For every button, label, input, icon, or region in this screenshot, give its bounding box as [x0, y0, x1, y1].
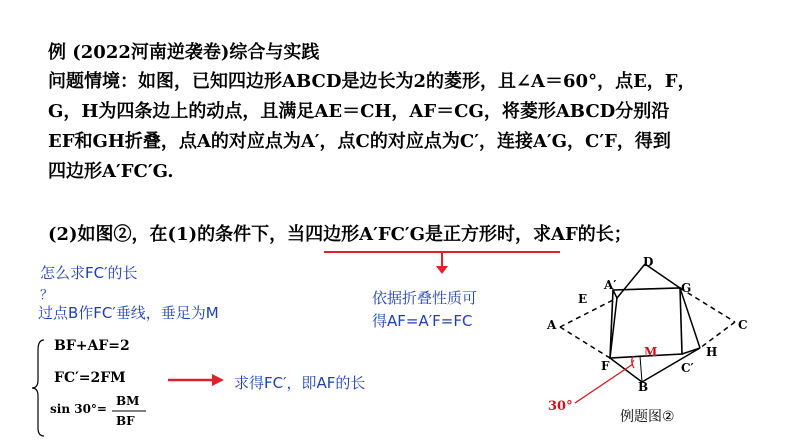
equation-3-denominator: BF — [116, 414, 135, 428]
fold-note-line-1: 依据折叠性质可 — [372, 289, 478, 307]
point-A1-label: A′ — [604, 278, 617, 292]
point-C-label: C — [738, 318, 748, 332]
side-AF-dashed — [560, 327, 610, 358]
equation-3-numerator: BM — [116, 394, 140, 408]
point-B-label: B — [638, 380, 649, 394]
side-DE — [617, 264, 645, 298]
point-E-label: E — [578, 292, 588, 306]
result-arrowhead — [212, 374, 224, 386]
hint-method: 过点B作FC′垂线，垂足为M — [38, 304, 219, 322]
geometry-figure — [530, 250, 794, 420]
equation-3-lhs: sin 30°= — [50, 402, 107, 416]
perpendicular-BM — [640, 356, 642, 382]
question-text: (2)如图②，在(1)的条件下，当四边形A′FC′G是正方形时，求AF的长； — [48, 224, 632, 245]
equation-1: BF+AF=2 — [54, 338, 130, 354]
fold-GH — [680, 288, 700, 348]
equation-2: FC′=2FM — [54, 370, 126, 386]
hint-question: 怎么求FC′的长 — [40, 264, 138, 282]
equation-brace — [32, 340, 44, 436]
side-FB — [610, 358, 642, 382]
fold-note-line-2: 得AF=A′F=FC — [372, 312, 473, 330]
hint-question-mark: ？ — [40, 288, 54, 303]
point-D-label: D — [643, 255, 654, 269]
point-H-label: H — [706, 345, 718, 359]
point-F-label: F — [601, 359, 610, 373]
example-heading: 例 (2022河南逆袭卷)综合与实践 — [48, 42, 320, 63]
problem-line-4: 四边形A′FC′G. — [48, 161, 174, 182]
point-G-label: G — [681, 281, 692, 295]
problem-line-1: 问题情境：如图，已知四边形ABCD是边长为2的菱形，且∠A＝60°，点E，F， — [48, 71, 696, 92]
result-text: 求得FC′，即AF的长 — [234, 374, 366, 392]
problem-line-2: G，H为四条边上的动点，且满足AE＝CH，AF＝CG，将菱形ABCD分别沿 — [48, 101, 670, 122]
problem-line-3: EF和GH折叠，点A的对应点为A′，点C的对应点为C′，连接A′G，C′F，得到 — [48, 131, 671, 152]
underline-arrowhead — [436, 266, 448, 274]
side-AE-dashed — [560, 298, 617, 327]
figure-caption: 例题图② — [620, 409, 675, 425]
point-A-label: A — [547, 318, 557, 332]
angle-30-label: 30° — [548, 399, 573, 414]
point-M-label: M — [644, 345, 658, 359]
point-C1-label: C′ — [681, 361, 694, 375]
